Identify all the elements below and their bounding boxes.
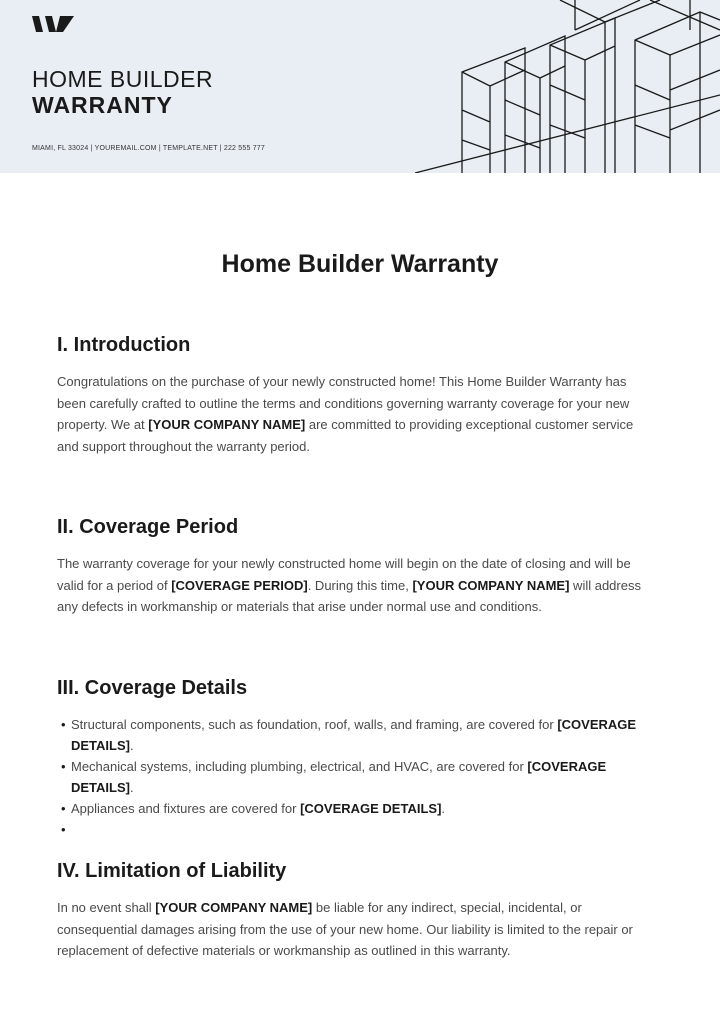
section-heading: IV. Limitation of Liability [57, 860, 287, 882]
section-introduction [57, 334, 657, 457]
section-limitation-of-liability [57, 860, 657, 962]
brand-title-line2: WARRANTY [32, 92, 173, 118]
section-paragraph: Congratulations on the purchase of your newly constructed home! This Home Builder Warranty has been carefully crafted to outline the terms and conditions governing warranty coverage for your new property. We at [YOUR COMPANY NAME] are committed to providing exceptional customer service and support throughout the warranty period. [57, 374, 634, 454]
document-header [0, 0, 720, 173]
contact-info: MIAMI, FL 33024 | YOUREMAIL.COM | TEMPLATE.NET | 222 555 777 [32, 145, 265, 152]
section-paragraph: The warranty coverage for your newly constructed home will begin on the date of closing and will be valid for a period of [COVERAGE PERIOD]. During this time, [YOUR COMPANY NAME] will address any defects in workmanship or materials that arise under normal use and conditions. [57, 556, 641, 614]
section-heading: I. Introduction [57, 334, 191, 356]
list-item: • Appliances and fixtures are covered for [COVERAGE DETAILS]. [71, 798, 657, 819]
brand-title-line1: HOME BUILDER [32, 66, 214, 92]
list-item: • Structural components, such as foundation, roof, walls, and framing, are covered for [COVERAGE DETAILS]. [71, 714, 657, 756]
list-item: • Mechanical systems, including plumbing, electrical, and HVAC, are covered for [COVERAGE DETAILS]. [71, 756, 657, 798]
stripes-logo-icon [30, 12, 76, 36]
section-paragraph: In no event shall [YOUR COMPANY NAME] be liable for any indirect, special, incidental, or consequential damages arising from the use of your new home. Our liability is limited to the repair or replacement of defective materials or workmanship as outlined in this warranty. [57, 900, 633, 958]
building-outline-illustration [400, 0, 720, 173]
coverage-list [57, 714, 657, 840]
section-coverage-details [57, 677, 657, 840]
section-heading: III. Coverage Details [57, 677, 248, 699]
list-item [71, 819, 657, 840]
document-title: Home Builder Warranty [221, 250, 499, 278]
section-coverage-period [57, 516, 657, 618]
section-heading: II. Coverage Period [57, 516, 239, 538]
